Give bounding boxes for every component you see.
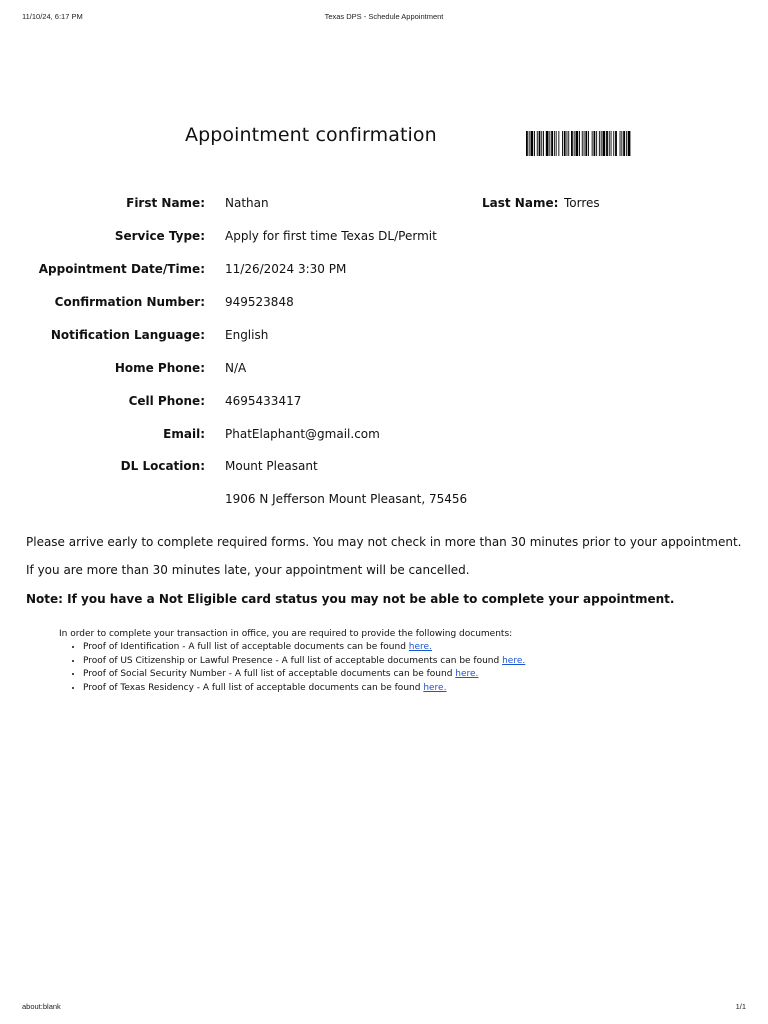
service-type-value: Apply for first time Texas DL/Permit bbox=[225, 229, 437, 243]
list-item bbox=[83, 682, 525, 696]
last-name-value: Torres bbox=[564, 196, 600, 210]
first-name-label: First Name: bbox=[126, 196, 205, 210]
email-value: PhatElaphant@gmail.com bbox=[225, 427, 380, 441]
documents-list bbox=[83, 641, 525, 695]
ssn-docs-link[interactable]: here. bbox=[455, 669, 479, 679]
home-phone-label: Home Phone: bbox=[114, 361, 205, 375]
document-text: Proof of Social Security Number - A full list of acceptable documents can be found bbox=[83, 669, 456, 679]
print-header bbox=[22, 12, 746, 22]
residency-docs-link[interactable]: here. bbox=[423, 682, 447, 693]
list-item bbox=[83, 668, 525, 682]
list-item bbox=[83, 641, 525, 655]
arrive-early-notice: Please arrive early to complete required forms. You may not check in more than 30 minutes prior to your appointment. bbox=[26, 535, 742, 549]
document-text: Proof of US Citizenship or Lawful Presence - A full list of acceptable documents can be found bbox=[83, 655, 503, 666]
page-title: Appointment confirmation bbox=[185, 124, 437, 146]
list-item bbox=[83, 655, 525, 669]
cell-phone-value: 4695433417 bbox=[225, 394, 302, 408]
cell-phone-label: Cell Phone: bbox=[128, 394, 205, 408]
notification-language-label: Notification Language: bbox=[50, 328, 205, 342]
print-url: about:blank bbox=[22, 1002, 61, 1011]
appointment-datetime-label: Appointment Date/Time: bbox=[38, 262, 205, 276]
document-text: Proof of Texas Residency - A full list of acceptable documents can be found bbox=[83, 682, 424, 693]
service-type-label: Service Type: bbox=[114, 229, 205, 243]
barcode-image bbox=[526, 131, 678, 156]
confirmation-number-label: Confirmation Number: bbox=[54, 295, 205, 309]
citizenship-docs-link[interactable]: here. bbox=[502, 655, 526, 666]
last-name-label: Last Name: bbox=[482, 196, 559, 210]
documents-intro: In order to complete your transaction in office, you are required to provide the following documents: bbox=[59, 629, 513, 639]
identification-docs-link[interactable]: here. bbox=[408, 642, 432, 652]
notification-language-value: English bbox=[225, 328, 269, 342]
late-cancel-notice: If you are more than 30 minutes late, your appointment will be cancelled. bbox=[26, 563, 470, 577]
print-datetime: 11/10/24, 6:17 PM bbox=[22, 12, 83, 21]
document-text: Proof of Identification - A full list of acceptable documents can be found bbox=[83, 642, 409, 652]
dl-location-value: Mount Pleasant bbox=[225, 459, 318, 473]
email-label: Email: bbox=[163, 427, 205, 441]
home-phone-value: N/A bbox=[225, 361, 247, 375]
not-eligible-note: Note: If you have a Not Eligible card status you may not be able to complete your appointment. bbox=[26, 592, 675, 606]
print-footer bbox=[22, 1002, 746, 1012]
first-name-value: Nathan bbox=[225, 196, 269, 210]
dl-location-label: DL Location: bbox=[120, 459, 205, 473]
appointment-datetime-value: 11/26/2024 3:30 PM bbox=[225, 262, 347, 276]
dl-address-value: 1906 N Jefferson Mount Pleasant, 75456 bbox=[225, 492, 468, 506]
required-documents bbox=[59, 629, 525, 695]
print-page-count: 1/1 bbox=[735, 1002, 746, 1011]
print-page-title: Texas DPS - Schedule Appointment bbox=[324, 12, 444, 21]
confirmation-number-value: 949523848 bbox=[225, 295, 294, 309]
